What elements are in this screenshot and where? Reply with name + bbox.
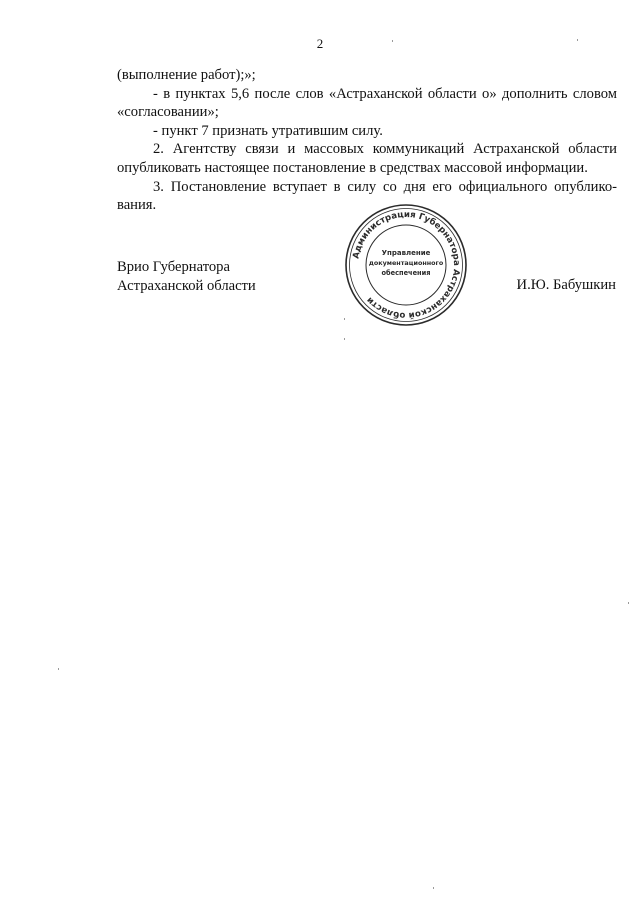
scan-speck [628,602,629,604]
scan-speck [344,338,345,340]
paragraph-amendment-item-7: - пункт 7 признать утратившим силу. [153,122,383,139]
signer-name: И.Ю. Бабушкин [516,277,616,293]
seal-inner-text-3: обеспечения [381,269,431,277]
scan-speck [392,40,393,42]
paragraph-continuation: (выполнение работ);»; [117,67,256,83]
scan-speck [577,39,578,41]
paragraph-amendment-items-5-6: - в пунктах 5,6 после слов «Астраханской области о» дополнить словом «согласовании»; [117,85,617,121]
seal-stamp-graphic [342,201,470,329]
official-seal [342,201,470,329]
scan-speck [433,887,434,889]
seal-inner-text-1: Управление [381,249,431,257]
document-body [117,66,617,215]
signer-title-line-1: Врио Губернатора [117,259,230,275]
page-number: 2 [316,36,324,51]
scan-speck [344,318,345,320]
paragraph-clause-2: 2. Агентству связи и массовых коммуникаций Астраханской области опубликовать настоящее постановление в средствах массовой информации. [117,141,617,176]
signer-title-line-2: Астраханской области [117,277,256,294]
signer-title [117,258,256,295]
paragraph-clause-3: 3. Постановление вступает в силу со дня его официального опублико-вания. [117,178,617,214]
seal-inner-text-2: документационного [368,259,444,267]
seal-outer-text: Администрация Губернатора Астраханской области [351,209,462,321]
scan-speck [58,668,59,670]
